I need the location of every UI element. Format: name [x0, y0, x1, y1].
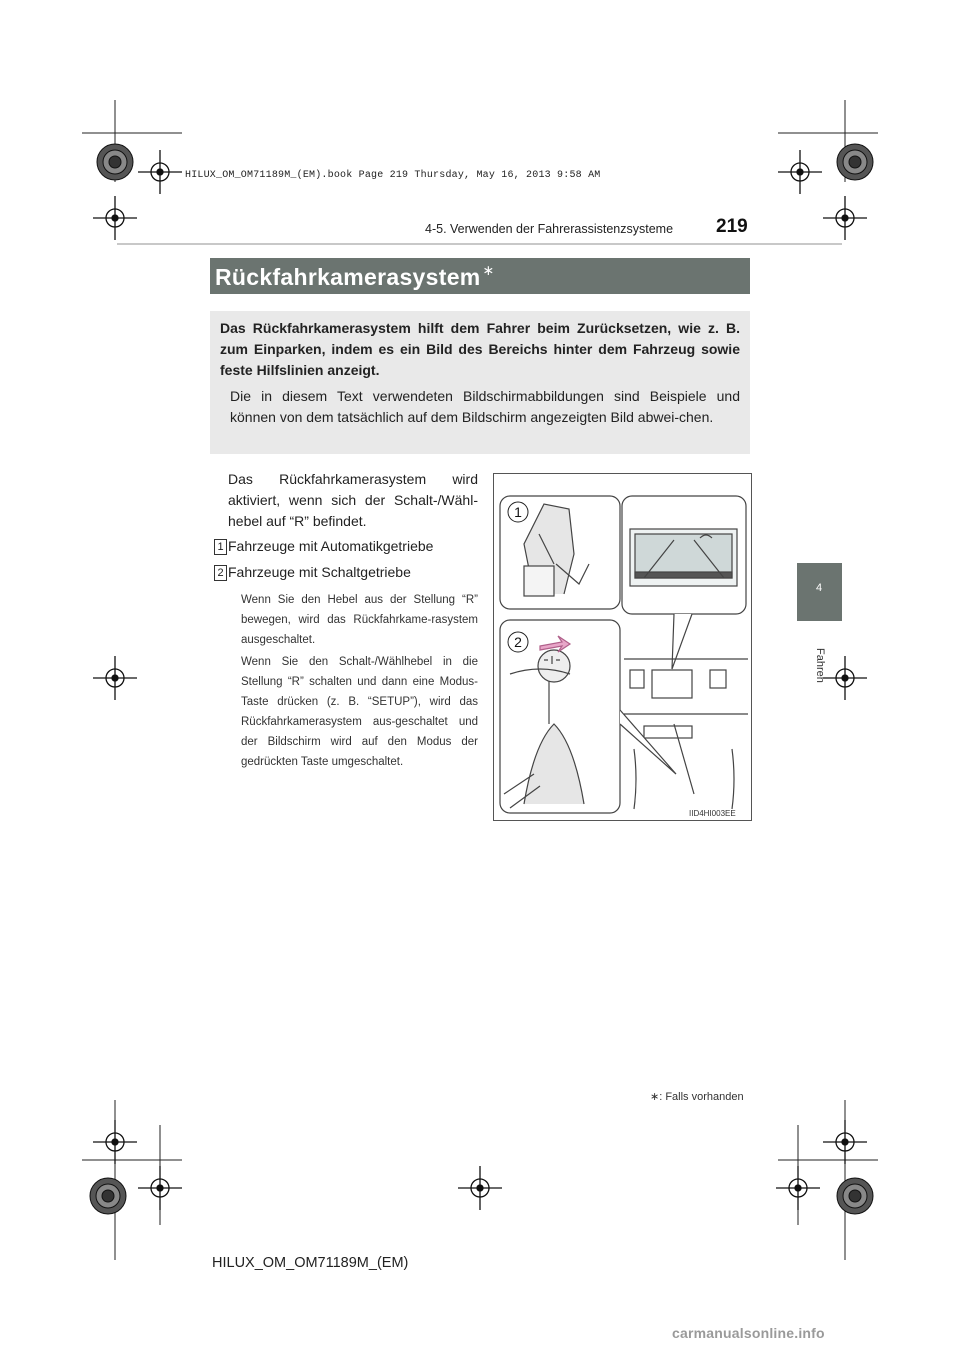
footnote: [650, 1090, 744, 1103]
chapter-number: 4: [816, 582, 823, 594]
footnote-marker: ∗: [650, 1091, 660, 1103]
header-rule: [117, 243, 842, 245]
section-header: 4-5. Verwenden der Fahrerassistenzsysteme: [425, 222, 674, 236]
chapter-label: Fahren: [814, 648, 826, 683]
body-paragraph: Das Rückfahrkamerasystem wird aktiviert, wenn sich der Schalt-/Wähl-hebel auf “R” befindet.: [228, 471, 478, 529]
callout-1: 1: [514, 504, 522, 520]
watermark-brand[interactable]: carmanualsonline.info: [672, 1325, 825, 1341]
footnote-text: : Falls vorhanden: [659, 1091, 744, 1103]
list-item: Fahrzeuge mit Schaltgetriebe: [228, 564, 411, 580]
note-paragraph: Wenn Sie den Hebel aus der Stellung “R” bewegen, wird das Rückfahrkame-rasystem ausgeschaltet.: [241, 594, 478, 646]
page-number: 219: [716, 216, 748, 237]
page-title-text: Rückfahrkamerasystem: [215, 264, 481, 290]
list-item: Fahrzeuge mit Automatikgetriebe: [228, 538, 434, 554]
footer-code: HILUX_OM_OM71189M_(EM): [212, 1255, 409, 1271]
optional-equipment-marker: ∗: [482, 262, 495, 278]
camera-illustration: [493, 473, 752, 821]
callout-2: 2: [514, 634, 522, 650]
print-info: HILUX_OM_OM71189M_(EM).book Page 219 Thursday, May 16, 2013 9:58 AM: [185, 170, 601, 181]
item-number-badge: 2: [214, 565, 227, 581]
intro-note: Die in diesem Text verwendeten Bildschirmabbildungen sind Beispiele und können von dem tatsächlich auf dem Bildschirm angezeigten Bild abwei-chen.: [230, 388, 740, 425]
illustration-code: IID4HI003EE: [689, 809, 736, 818]
item-number-badge: 1: [214, 539, 227, 555]
note-paragraph: Wenn Sie den Schalt-/Wählhebel in die Stellung “R” schalten und dann eine Modus-Taste drücken (z. B. “SETUP”), wird das Rückfahrkamerasystem aus-geschaltet und der Bildschirm wird auf den Modus der gedrückten Taste umgeschaltet.: [241, 656, 478, 768]
illustration-drawing: [494, 474, 751, 820]
star-targets: [90, 144, 873, 1214]
page-title: [215, 264, 495, 291]
intro-summary: Das Rückfahrkamerasystem hilft dem Fahrer beim Zurücksetzen, wie z. B. zum Einparken, indem es ein Bild des Bereichs hinter dem Fahrzeug sowie feste Hilfslinien anzeigt.: [220, 320, 740, 378]
